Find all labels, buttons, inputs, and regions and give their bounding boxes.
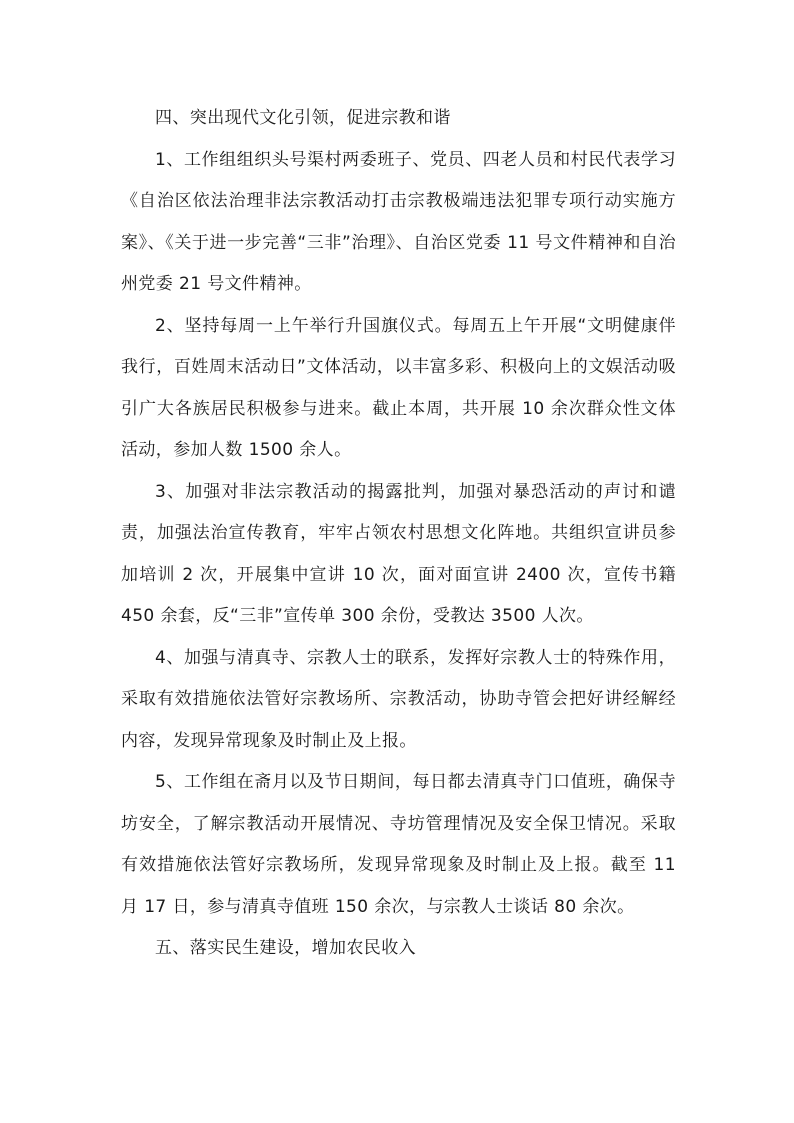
paragraph-item-5: 5、工作组在斋月以及节日期间，每日都去清真寺门口值班，确保寺坊安全，了解宗教活动开展情况、寺坊管理情况及安全保卫情况。采取有效措施依法管好宗教场所，发现异常现象及时制止及上报。截至 11 月 17 日，参与清真寺值班 150 余次，与宗教人士谈话 80 余次。 (121, 772, 676, 917)
paragraph-item-2: 2、坚持每周一上午举行升国旗仪式。每周五上午开展“文明健康伴我行，百姓周末活动日”文体活动，以丰富多彩、积极向上的文娱活动吸引广大各族居民积极参与进来。截止本周，共开展 10 余次群众性文体活动，参加人数 1500 余人。 (121, 315, 676, 460)
document-body (121, 98, 676, 970)
section-heading-livelihood: 五、落实民生建设，增加农民收入 (155, 938, 416, 958)
paragraph-item-4: 4、加强与清真寺、宗教人士的联系，发挥好宗教人士的特殊作用，采取有效措施依法管好宗教场所、宗教活动，协助寺管会把好讲经解经内容，发现异常现象及时制止及上报。 (121, 647, 676, 751)
section-heading-culture: 四、突出现代文化引领，促进宗教和谐 (155, 108, 451, 128)
paragraph-item-3: 3、加强对非法宗教活动的揭露批判，加强对暴恐活动的声讨和谴责，加强法治宣传教育，牢牢占领农村思想文化阵地。共组织宣讲员参加培训 2 次，开展集中宣讲 10 次，面对面宣讲 2400 次，宣传书籍 450 余套，反“三非”宣传单 300 余份，受教达 3500 人次。 (121, 481, 676, 626)
paragraph-item-1: 1、工作组组织头号渠村两委班子、党员、四老人员和村民代表学习《自治区依法治理非法宗教活动打击宗教极端违法犯罪专项行动实施方案》、《关于进一步完善“三非”治理》、自治区党委 11 号文件精神和自治州党委 21 号文件精神。 (121, 149, 676, 294)
